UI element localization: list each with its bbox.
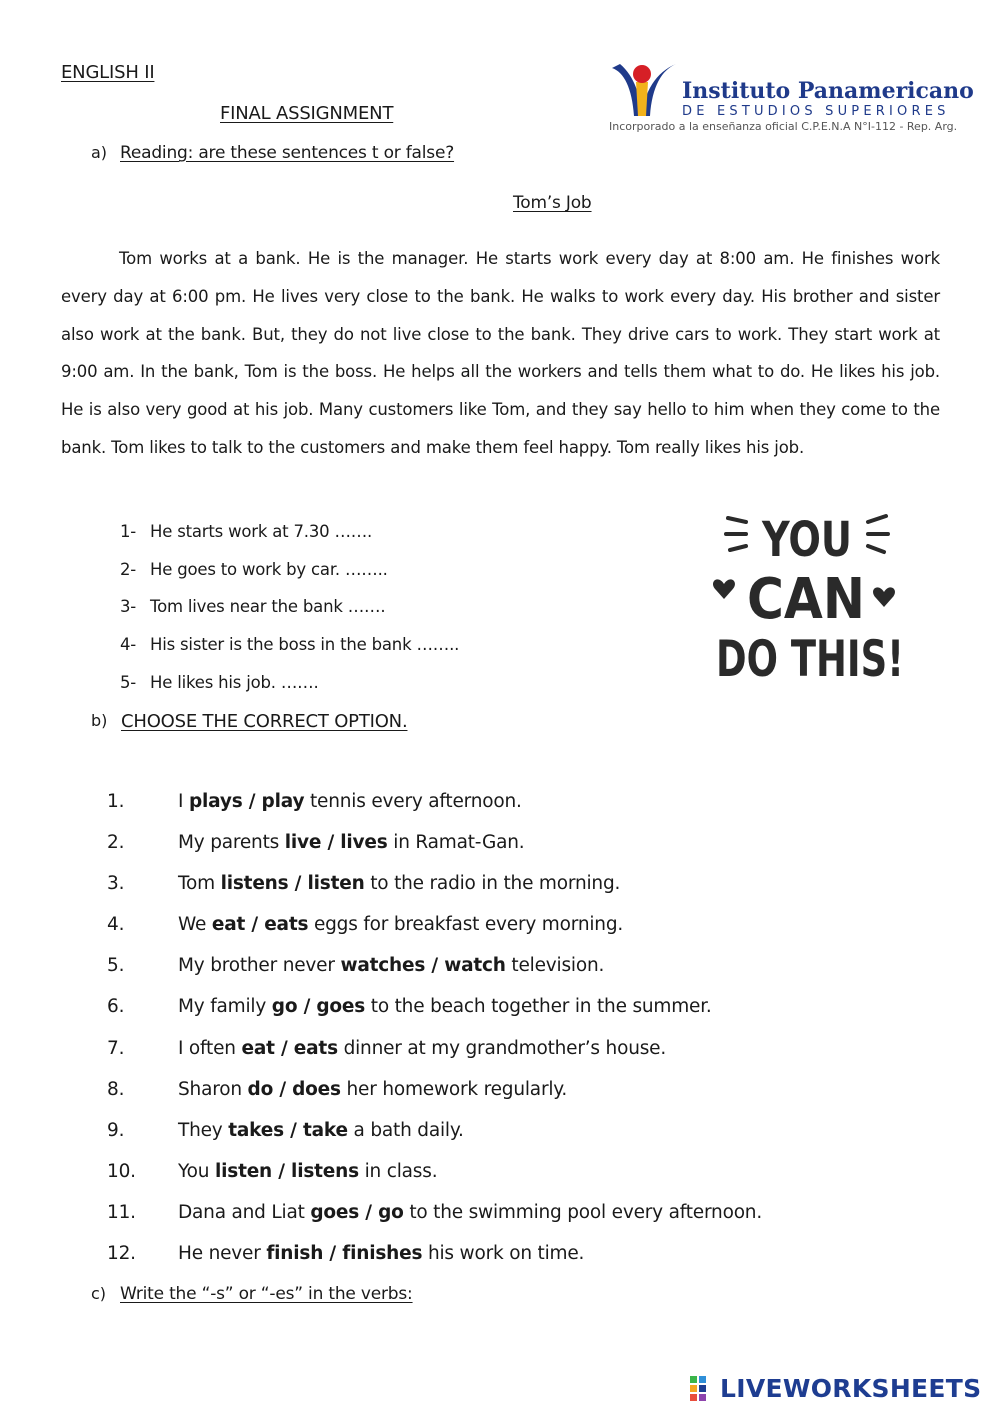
item-text-before: My parents — [178, 832, 285, 853]
item-number: 4- — [120, 635, 137, 654]
section-a-title: Reading: are these sentences t or false? — [120, 143, 455, 163]
section-a-heading — [91, 143, 455, 163]
course-title: ENGLISH II — [61, 62, 155, 83]
item-text-before: Sharon — [178, 1079, 248, 1100]
item-text-before: I — [178, 791, 189, 812]
item-text-before: My brother never — [178, 955, 341, 976]
choice-item — [107, 955, 604, 976]
story-paragraph: Tom works at a bank. He is the manager. He starts work every day at 8:00 am. He finishes work every day at 6:00 pm. He lives very close to the bank. He walks to work every day. His brother and sister also work at the bank. But, they do not live close to the bank. They drive cars to work. They start work at 9:00 am. In the bank, Tom is the boss. He helps all the workers and tells them what to do. He likes his job. He is also very good at his job. Many customers like Tom, and they say hello to him when they come to the bank. Tom likes to talk to the customers and make them feel happy. Tom really likes his job. — [61, 249, 940, 457]
item-text-before: We — [178, 914, 212, 935]
true-false-item — [120, 673, 319, 692]
verb-options[interactable]: listen / listens — [214, 1161, 359, 1182]
verb-options[interactable]: takes / take — [228, 1120, 348, 1141]
verb-options[interactable]: listens / listen — [220, 873, 365, 894]
true-false-item — [120, 635, 459, 654]
item-text-after: his work on time. — [422, 1243, 585, 1264]
true-false-item — [120, 560, 388, 579]
item-text-after: her homework regularly. — [340, 1079, 568, 1100]
item-number: 8. — [107, 1079, 125, 1100]
section-c-label: c) — [91, 1284, 107, 1303]
item-number: 2. — [107, 832, 125, 853]
choice-item — [107, 1161, 437, 1182]
item-text-after: in Ramat-Gan. — [387, 832, 525, 853]
true-false-item — [120, 597, 385, 616]
item-number: 4. — [107, 914, 125, 935]
item-number: 5- — [120, 673, 137, 692]
item-text-after: television. — [505, 955, 605, 976]
item-number: 2- — [120, 560, 137, 579]
institute-name: Instituto Panamericano — [682, 78, 974, 104]
section-b-title: CHOOSE THE CORRECT OPTION. — [121, 711, 408, 732]
choice-item — [107, 996, 712, 1017]
item-number: 11. — [107, 1202, 136, 1223]
item-number: 12. — [107, 1243, 136, 1264]
item-number: 9. — [107, 1120, 125, 1141]
item-text: He starts work at 7.30 ……. — [150, 522, 373, 541]
section-b-heading — [91, 711, 408, 732]
you-can-do-this-graphic — [700, 500, 930, 690]
verb-options[interactable]: go / goes — [271, 996, 366, 1017]
verb-options[interactable]: do / does — [247, 1079, 341, 1100]
story-title: Tom’s Job — [513, 193, 592, 213]
verb-options[interactable]: watches / watch — [340, 955, 506, 976]
section-a-label: a) — [91, 143, 108, 162]
item-text-after: to the radio in the morning. — [364, 873, 621, 894]
motivation-line-3: DO THIS! — [716, 630, 904, 688]
item-text: He goes to work by car. …….. — [150, 560, 388, 579]
item-text: He likes his job. ……. — [150, 673, 319, 692]
choice-item — [107, 832, 524, 853]
choice-item — [107, 1079, 567, 1100]
verb-options[interactable]: live / lives — [284, 832, 388, 853]
verb-options[interactable]: goes / go — [310, 1202, 404, 1223]
item-text-after: to the swimming pool every afternoon. — [403, 1202, 763, 1223]
choice-item — [107, 1202, 762, 1223]
true-false-item — [120, 522, 372, 541]
item-number: 7. — [107, 1038, 125, 1059]
item-number: 1- — [120, 522, 137, 541]
item-number: 10. — [107, 1161, 136, 1182]
item-number: 6. — [107, 996, 125, 1017]
choice-item — [107, 1243, 584, 1264]
institute-tagline: Incorporado a la enseñanza oficial C.P.E.N.A N°I-112 - Rep. Arg. — [609, 120, 958, 133]
institute-emblem-icon — [606, 58, 682, 122]
heart-right-icon — [873, 587, 895, 607]
item-text-before: You — [178, 1161, 215, 1182]
section-b-label: b) — [91, 711, 108, 730]
section-c-heading — [91, 1284, 413, 1304]
choice-item — [107, 791, 522, 812]
item-text-after: dinner at my grandmother’s house. — [337, 1038, 667, 1059]
heart-left-icon — [713, 579, 735, 599]
item-text-before: Tom — [178, 873, 221, 894]
liveworksheets-text: LIVEWORKSHEETS — [720, 1374, 982, 1403]
verb-options[interactable]: eat / eats — [241, 1038, 338, 1059]
item-number: 3- — [120, 597, 137, 616]
item-text-after: eggs for breakfast every morning. — [308, 914, 624, 935]
choice-item — [107, 914, 623, 935]
item-text-before: They — [178, 1120, 229, 1141]
item-text-after: a bath daily. — [347, 1120, 464, 1141]
institute-subtitle: DE ESTUDIOS SUPERIORES — [682, 104, 950, 119]
motivation-line-1: YOU — [761, 512, 852, 568]
motivation-line-2: CAN — [747, 567, 865, 632]
item-number: 5. — [107, 955, 125, 976]
liveworksheets-brand[interactable] — [690, 1372, 990, 1406]
item-text-before: I often — [178, 1038, 242, 1059]
verb-options[interactable]: finish / finishes — [266, 1243, 423, 1264]
item-text-after: to the beach together in the summer. — [365, 996, 712, 1017]
item-text-after: in class. — [358, 1161, 438, 1182]
choice-item — [107, 1038, 666, 1059]
liveworksheets-logo-icon — [690, 1374, 716, 1404]
item-text: Tom lives near the bank ……. — [150, 597, 386, 616]
choice-item — [107, 1120, 464, 1141]
item-number: 3. — [107, 873, 125, 894]
item-text-after: tennis every afternoon. — [304, 791, 522, 812]
item-number: 1. — [107, 791, 125, 812]
verb-options[interactable]: eat / eats — [211, 914, 309, 935]
section-c-title: Write the “-s” or “-es” in the verbs: — [120, 1284, 413, 1304]
item-text: His sister is the boss in the bank …….. — [150, 635, 460, 654]
choice-item — [107, 873, 620, 894]
item-text-before: He never — [178, 1243, 267, 1264]
assignment-title: FINAL ASSIGNMENT — [220, 103, 394, 124]
item-text-before: My family — [178, 996, 272, 1017]
verb-options[interactable]: plays / play — [188, 791, 305, 812]
institute-logo — [606, 58, 974, 138]
item-text-before: Dana and Liat — [178, 1202, 311, 1223]
